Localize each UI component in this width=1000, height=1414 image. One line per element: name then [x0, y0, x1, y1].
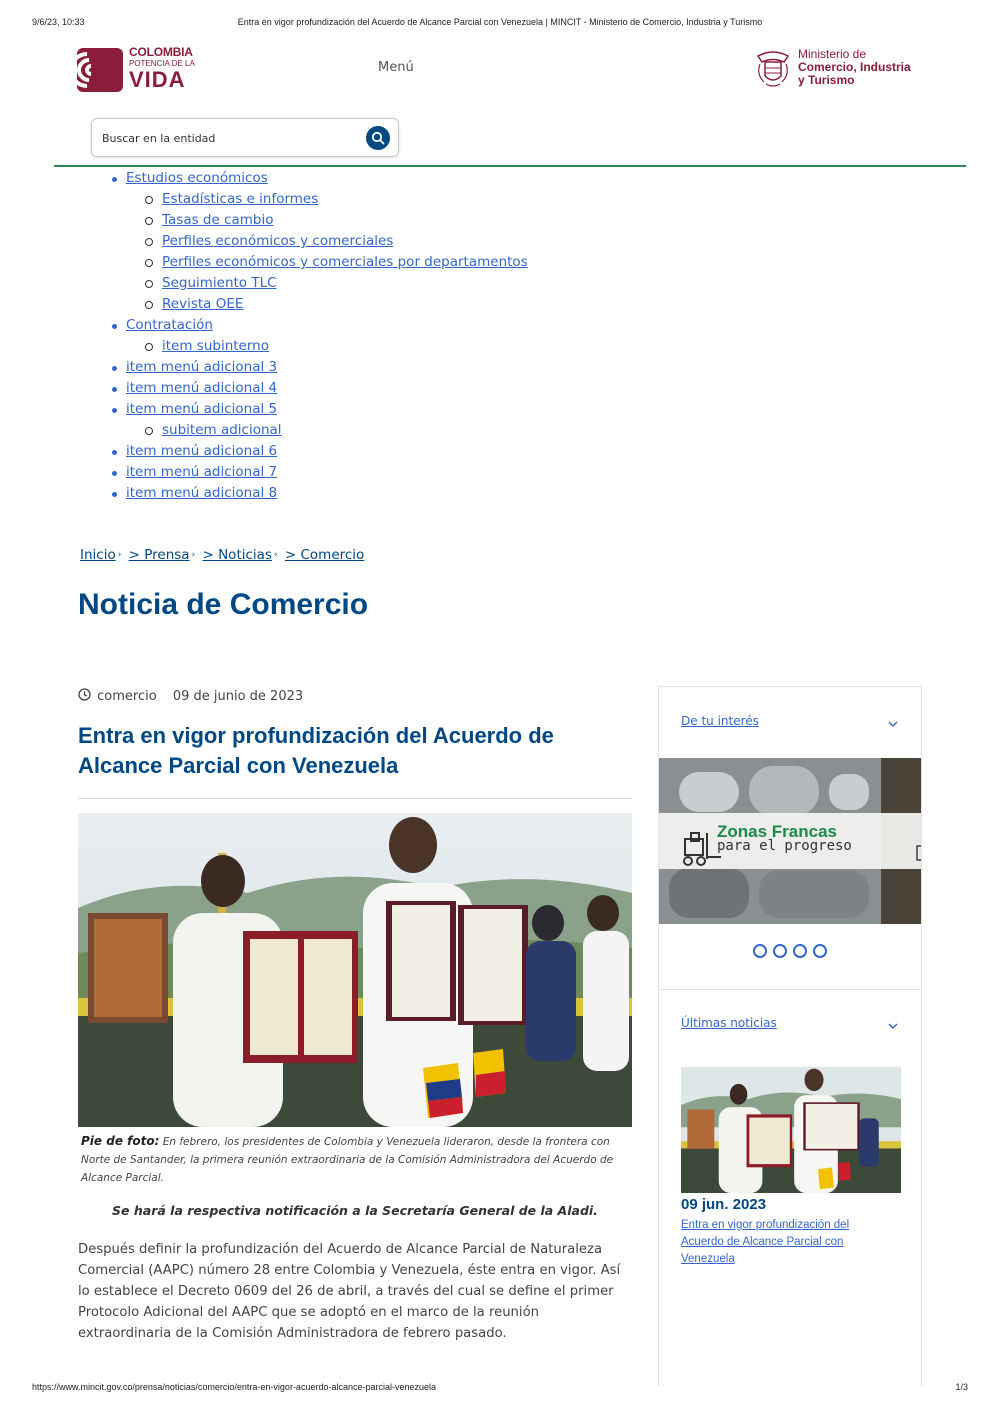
- article-title: Entra en vigor profundización del Acuerdo de Alcance Parcial con Venezuela: [78, 723, 554, 778]
- menu-item-link[interactable]: Estudios económicos: [126, 170, 268, 186]
- photo-caption: [81, 1132, 631, 1187]
- submenu-item: [126, 273, 528, 294]
- article-meta: [78, 688, 303, 704]
- chevron-down-icon[interactable]: [887, 718, 899, 730]
- breadcrumb-noticias[interactable]: > Noticias: [202, 547, 272, 563]
- breadcrumb-prensa[interactable]: > Prensa: [128, 547, 190, 563]
- banner-title: Zonas Francas: [717, 822, 837, 841]
- latest-news-link[interactable]: Entra en vigor profundización del Acuerdo de Alcance Parcial con Venezuela: [681, 1219, 850, 1265]
- logo-line-1: COLOMBIA: [129, 45, 193, 59]
- menu-item-link[interactable]: item menú adicional 4: [126, 380, 278, 396]
- print-doc-title: Entra en vigor profundización del Acuerdo de Alcance Parcial con Venezuela | MINCIT - Ministerio de Comercio, Industria y Turismo: [237, 17, 763, 27]
- search-box: [91, 118, 399, 157]
- submenu-item: [126, 336, 528, 357]
- colombia-potencia-logo[interactable]: [77, 44, 207, 96]
- print-page-number: 1/3: [955, 1382, 968, 1392]
- submenu-item: [126, 210, 528, 231]
- submenu-item: [126, 189, 528, 210]
- submenu-item: [126, 252, 528, 273]
- interest-accordion[interactable]: De tu interés: [681, 714, 759, 728]
- submenu-item: [126, 231, 528, 252]
- submenu-item-link[interactable]: Revista OEE: [162, 296, 244, 312]
- article-category: comercio: [97, 689, 157, 704]
- logo-mark-icon: [77, 48, 123, 92]
- submenu-item-link[interactable]: Seguimiento TLC: [162, 275, 277, 291]
- carousel-dot-4[interactable]: [813, 944, 827, 958]
- menu-item-link[interactable]: item menú adicional 8: [126, 485, 278, 501]
- carousel-dot-1[interactable]: [753, 944, 767, 958]
- article-date: 09 de junio de 2023: [172, 689, 304, 704]
- menu-item: [126, 378, 528, 399]
- site-menu: [126, 168, 528, 504]
- submenu-item-link[interactable]: Perfiles económicos y comerciales por departamentos: [162, 254, 528, 270]
- breadcrumb-separator-icon: ›: [273, 550, 278, 560]
- logo-line-3: VIDA: [129, 67, 186, 92]
- article-body: Después definir la profundización del Acuerdo de Alcance Parcial de Naturaleza Comercial (AAPC) número 28 entre Colombia y Venezuela, éste entra en vigor. Así lo establece el Decreto 0609 del 26 de abril, a través del cual se define el primer Protocolo Adicional del AAPC que se adoptó en el marco de la reunión extraordinaria de la Comisión Administradora de febrero pasado.: [78, 1242, 621, 1341]
- ministry-line-1: Ministerio de: [798, 47, 867, 61]
- menu-item-link[interactable]: Contratación: [126, 317, 213, 333]
- carousel-dot-2[interactable]: [773, 944, 787, 958]
- menu-item: [126, 441, 528, 462]
- menu-item-link[interactable]: item menú adicional 3: [126, 359, 278, 375]
- ministry-line-3: y Turismo: [798, 73, 855, 87]
- caption-label: Pie de foto:: [81, 1134, 160, 1148]
- latest-news-accordion[interactable]: Últimas noticias: [681, 1016, 777, 1030]
- article-lead: Se hará la respectiva notificación a la Secretaría General de la Aladi.: [112, 1203, 598, 1218]
- ministry-line-2: Comercio, Industria: [798, 60, 911, 74]
- submenu-item-link[interactable]: Perfiles económicos y comerciales: [162, 233, 394, 249]
- menu-item: [126, 462, 528, 483]
- breadcrumb-separator-icon: ›: [117, 550, 122, 560]
- clock-icon: [78, 688, 91, 701]
- menu-item-link[interactable]: item menú adicional 5: [126, 401, 278, 417]
- breadcrumb-home[interactable]: Inicio: [80, 547, 116, 563]
- search-icon: [371, 131, 385, 145]
- zonas-francas-banner[interactable]: [659, 758, 921, 924]
- carousel-dot-3[interactable]: [793, 944, 807, 958]
- menu-item-link[interactable]: item menú adicional 7: [126, 464, 278, 480]
- caption-text: En febrero, los presidentes de Colombia y Venezuela lideraron, desde la frontera con Norte de Santander, la primera reunión extraordinaria de la Comisión Administradora del Acuerdo de Alcance Parcial.: [81, 1136, 614, 1184]
- menu-item-link[interactable]: item menú adicional 6: [126, 443, 278, 459]
- submenu-item-link[interactable]: Tasas de cambio: [162, 212, 274, 228]
- sidebar: [658, 686, 922, 1386]
- breadcrumb-separator-icon: ›: [191, 550, 196, 560]
- coat-of-arms-icon: [754, 48, 792, 88]
- article-divider: [78, 798, 632, 799]
- submenu-item-link[interactable]: subitem adicional: [162, 422, 282, 438]
- article-photo: [78, 813, 632, 1127]
- print-header: [32, 17, 968, 31]
- banner-subtitle: para el progreso: [717, 838, 852, 854]
- menu-item: [126, 315, 528, 336]
- menu-button[interactable]: Menú: [378, 60, 414, 75]
- latest-news-date: 09 jun. 2023: [681, 1196, 767, 1213]
- carousel-dots: [753, 943, 833, 962]
- menu-item: [126, 483, 528, 504]
- breadcrumb: [80, 547, 364, 563]
- print-footer: [32, 1382, 968, 1396]
- menu-item: [126, 168, 528, 189]
- page-title: Noticia de Comercio: [78, 588, 369, 621]
- news-thumbnail[interactable]: [681, 1067, 901, 1193]
- logo-line-2: POTENCIA DE LA: [129, 59, 195, 68]
- chevron-down-icon[interactable]: [887, 1020, 899, 1032]
- breadcrumb-comercio[interactable]: > Comercio: [284, 547, 365, 563]
- submenu-item: [126, 420, 528, 441]
- submenu-item-link[interactable]: item subinterno: [162, 338, 269, 354]
- submenu-item-link[interactable]: Estadísticas e informes: [162, 191, 319, 207]
- sidebar-divider: [659, 989, 921, 990]
- ministry-logo[interactable]: [754, 46, 934, 92]
- print-url: https://www.mincit.gov.co/prensa/noticias/comercio/entra-en-vigor-acuerdo-alcance-parcial-venezuela: [32, 1382, 437, 1392]
- search-input[interactable]: [102, 129, 352, 147]
- submenu-item: [126, 294, 528, 315]
- menu-item: [126, 357, 528, 378]
- header-divider: [54, 165, 966, 167]
- print-date: 9/6/23, 10:33: [32, 17, 85, 27]
- menu-item: [126, 399, 528, 420]
- search-button[interactable]: [366, 126, 390, 150]
